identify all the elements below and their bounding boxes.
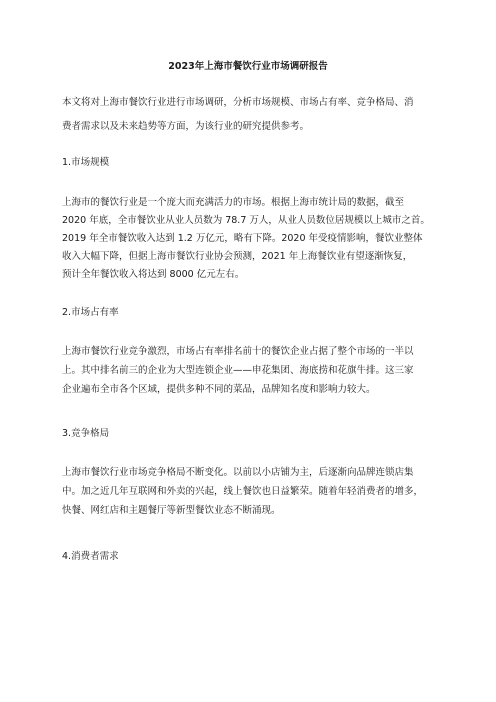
paragraph-line: 预计全年餐饮收入将达到 8000 亿元左右。: [62, 269, 245, 280]
paragraph-line: 上海市的餐饮行业是一个庞大而充满活力的市场。根据上海市统计局的数据，截至: [62, 197, 405, 208]
paragraph-line: 费者需求以及未来趋势等方面，为该行业的研究提供参考。: [62, 121, 310, 132]
section-heading-market-size: 1.市场规模: [62, 157, 110, 168]
paragraph-line: 2020 年底，全市餐饮业从业人员数为 78.7 万人，从业人员数位居规模以上城市之首。: [62, 215, 430, 226]
paragraph-line: 中。加之近几年互联网和外卖的兴起，线上餐饮也日益繁荣。随着年轻消费者的增多，: [62, 486, 424, 497]
section-heading-competition: 3.竞争格局: [62, 428, 110, 439]
paragraph-line: 2019 年全市餐饮收入达到 1.2 万亿元，略有下降。2020 年受疫情影响，餐饮业整体: [62, 233, 423, 244]
paragraph-line: 上海市餐饮行业市场竞争格局不断变化。以前以小店铺为主，后逐渐向品牌连锁店集: [62, 467, 414, 478]
section-heading-market-share: 2.市场占有率: [62, 307, 119, 318]
paragraph-line: 本文将对上海市餐饮行业进行市场调研，分析市场规模、市场占有率、竞争格局、消: [62, 97, 414, 108]
paragraph-line: 收入大幅下降，但据上海市餐饮行业协会预测，2021 年上海餐饮业有望逐渐恢复，: [62, 251, 413, 262]
paragraph-line: 上。其中排名前三的企业为大型连锁企业——申花集团、海底捞和花旗牛排。这三家: [62, 365, 414, 376]
document-title: 2023年上海市餐饮行业市场调研报告: [168, 61, 328, 72]
paragraph-line: 企业遍布全市各个区域，提供多种不同的菜品，品牌知名度和影响力较大。: [62, 384, 376, 395]
paragraph-line: 上海市餐饮行业竞争激烈，市场占有率排名前十的餐饮企业占据了整个市场的一半以: [62, 346, 414, 357]
section-heading-consumer-demand: 4.消费者需求: [62, 551, 119, 562]
paragraph-line: 快餐、网红店和主题餐厅等新型餐饮业态不断涌现。: [62, 505, 281, 516]
